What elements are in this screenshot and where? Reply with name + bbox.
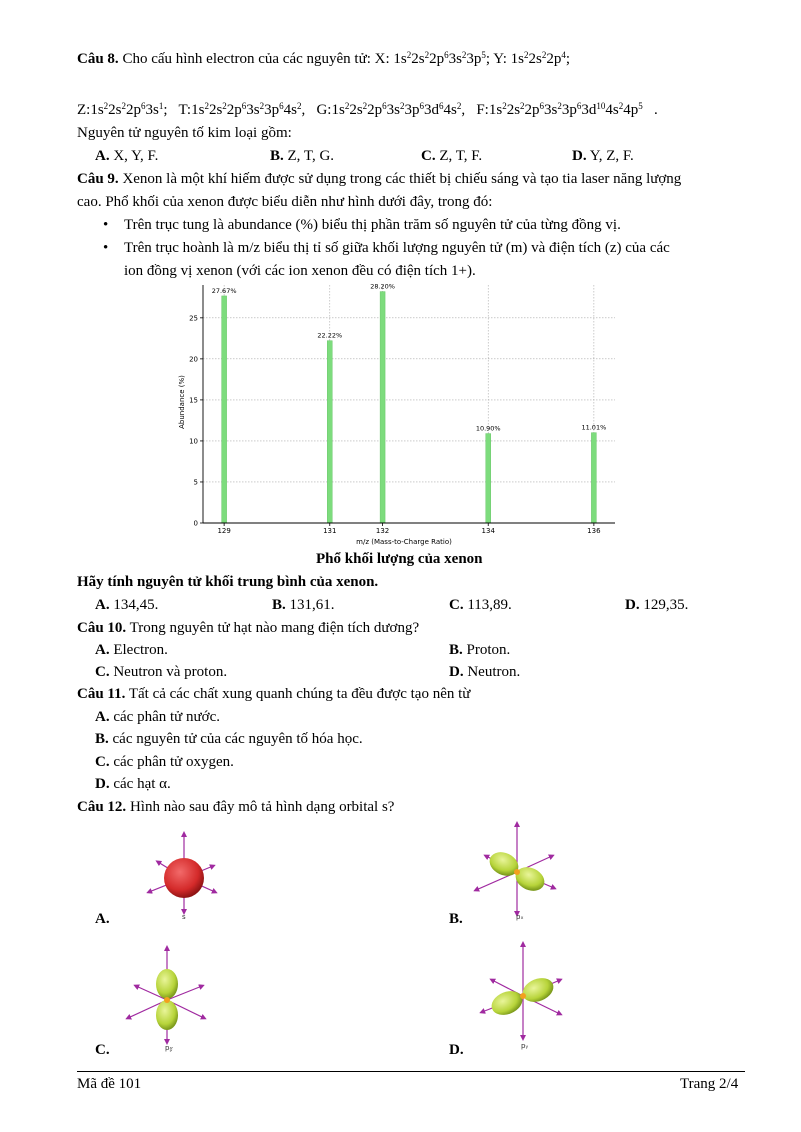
q9-line2: cao. Phổ khối của xenon được biểu diễn như hình dưới đây, trong đó: — [77, 194, 493, 210]
q8-option-c[interactable]: C. Z, T, F. — [421, 148, 483, 164]
q12-option-d[interactable]: D. — [449, 1042, 464, 1058]
q9-option-b[interactable]: B. 131,61. — [272, 597, 335, 613]
q8-prompt: Nguyên tử nguyên tố kim loại gồm: — [77, 125, 292, 141]
q8-option-d[interactable]: D. Y, Z, F. — [572, 148, 634, 164]
svg-text:pₓ: pₓ — [516, 913, 524, 921]
bar-data-label: 27.67% — [211, 286, 237, 295]
x-tick-label: 129 — [217, 527, 231, 535]
q12-option-a[interactable]: A. — [95, 911, 110, 927]
y-axis-label: Abundance (%) — [178, 375, 186, 429]
q8-option-b[interactable]: B. Z, T, G. — [270, 148, 335, 164]
q10-option-c[interactable]: C. Neutron và proton. — [95, 664, 228, 680]
x-tick-label: 131 — [323, 527, 337, 535]
q11-option-a[interactable]: A. các phân tử nước. — [95, 709, 220, 725]
bullet-dot: • — [103, 217, 109, 233]
q10-stem: Câu 10. Trong nguyên tử hạt nào mang điện tích dương? — [77, 620, 420, 636]
x-tick-label: 136 — [587, 527, 601, 535]
q9-prompt: Hãy tính nguyên tử khối trung bình của xenon. — [77, 574, 379, 590]
q12-stem: Câu 12. Hình nào sau đây mô tả hình dạng orbital s? — [77, 799, 395, 815]
y-tick-label: 20 — [189, 355, 198, 364]
q12-option-b[interactable]: B. — [449, 911, 463, 927]
footer-divider — [77, 1071, 745, 1072]
page-number: Trang 2/4 — [680, 1076, 739, 1092]
xenon-mass-spectrum-chart — [170, 280, 620, 548]
pz-orbital-figure[interactable] — [118, 942, 218, 1052]
q10-option-a[interactable]: A. Electron. — [95, 642, 168, 658]
x-tick-label: 134 — [481, 527, 495, 535]
q8-configs: $Z:1s^22s^22p^63s^1$; $T:1s^22s^22p^63s^23p^64s^2$, $G:1s^22s^22p^63s^23p^63d^64s^2$, $F:1s^22s^22p^63s^23p^63d^{10}4s^24p^5$ . — [77, 101, 658, 118]
py-orbital-figure[interactable] — [474, 938, 574, 1052]
q10-option-b[interactable]: B. Proton. — [449, 642, 511, 658]
bar-data-label: 10.90% — [475, 424, 501, 433]
q11-option-b[interactable]: B. các nguyên tử của các nguyên tố hóa học. — [95, 731, 363, 747]
bar-data-label: 11.01% — [581, 423, 607, 432]
exam-code: Mã đề 101 — [77, 1076, 142, 1092]
q8-line1: Câu 8. Cho cấu hình electron của các nguyên tử: X: $1s^22s^22p^63s^23p^5$; Y: $1s^22s^22p^4$; — [77, 50, 571, 67]
chart-svg — [170, 280, 620, 548]
y-tick-label: 25 — [189, 314, 198, 323]
s-orbital-figure[interactable] — [125, 826, 225, 922]
bar — [380, 292, 385, 523]
bar-data-label: 28.20% — [370, 282, 395, 291]
bar — [222, 296, 227, 523]
px-orbital-figure[interactable] — [470, 818, 570, 922]
bullet-dot: • — [103, 240, 109, 256]
q9-option-a[interactable]: A. 134,45. — [95, 597, 159, 613]
svg-text:s: s — [182, 913, 186, 921]
y-tick-label: 0 — [193, 519, 198, 528]
bar — [486, 434, 491, 523]
bar-data-label: 22.22% — [317, 331, 343, 340]
q10-option-d[interactable]: D. Neutron. — [449, 664, 521, 680]
q9-bullet1: Trên trục tung là abundance (%) biểu thị phần trăm số nguyên tử của từng đồng vị. — [124, 217, 621, 233]
y-tick-label: 10 — [189, 437, 198, 446]
x-tick-label: 132 — [375, 527, 390, 535]
q9-bullet2a: Trên trục hoành là m/z biểu thị tỉ số giữa khối lượng nguyên tử (m) và điện tích (z) của các — [124, 240, 670, 256]
bar — [591, 433, 596, 523]
y-tick-label: 15 — [189, 396, 198, 405]
q9-option-d[interactable]: D. 129,35. — [625, 597, 689, 613]
x-axis-label: m/z (Mass-to-Charge Ratio) — [356, 538, 452, 546]
q11-stem: Câu 11. Tất cả các chất xung quanh chúng ta đều được tạo nên từ — [77, 686, 471, 702]
y-tick-label: 5 — [193, 478, 198, 487]
svg-text:p𝓏: p𝓏 — [165, 1044, 173, 1052]
chart-caption: Phổ khối lượng của xenon — [316, 551, 483, 567]
q8-option-a[interactable]: A. X, Y, F. — [95, 148, 159, 164]
bar — [327, 341, 332, 523]
q9-option-c[interactable]: C. 113,89. — [449, 597, 512, 613]
q11-option-c[interactable]: C. các phân tử oxygen. — [95, 754, 234, 770]
q12-option-c[interactable]: C. — [95, 1042, 110, 1058]
q9-line1: Câu 9. Xenon là một khí hiếm được sử dụng trong các thiết bị chiếu sáng và tạo tia laser năng lượng — [77, 171, 682, 187]
q9-bullet2b: ion đồng vị xenon (với các ion xenon đều có điện tích 1+). — [124, 263, 476, 279]
svg-text:pᵧ: pᵧ — [521, 1042, 529, 1050]
q11-option-d[interactable]: D. các hạt α. — [95, 776, 171, 792]
